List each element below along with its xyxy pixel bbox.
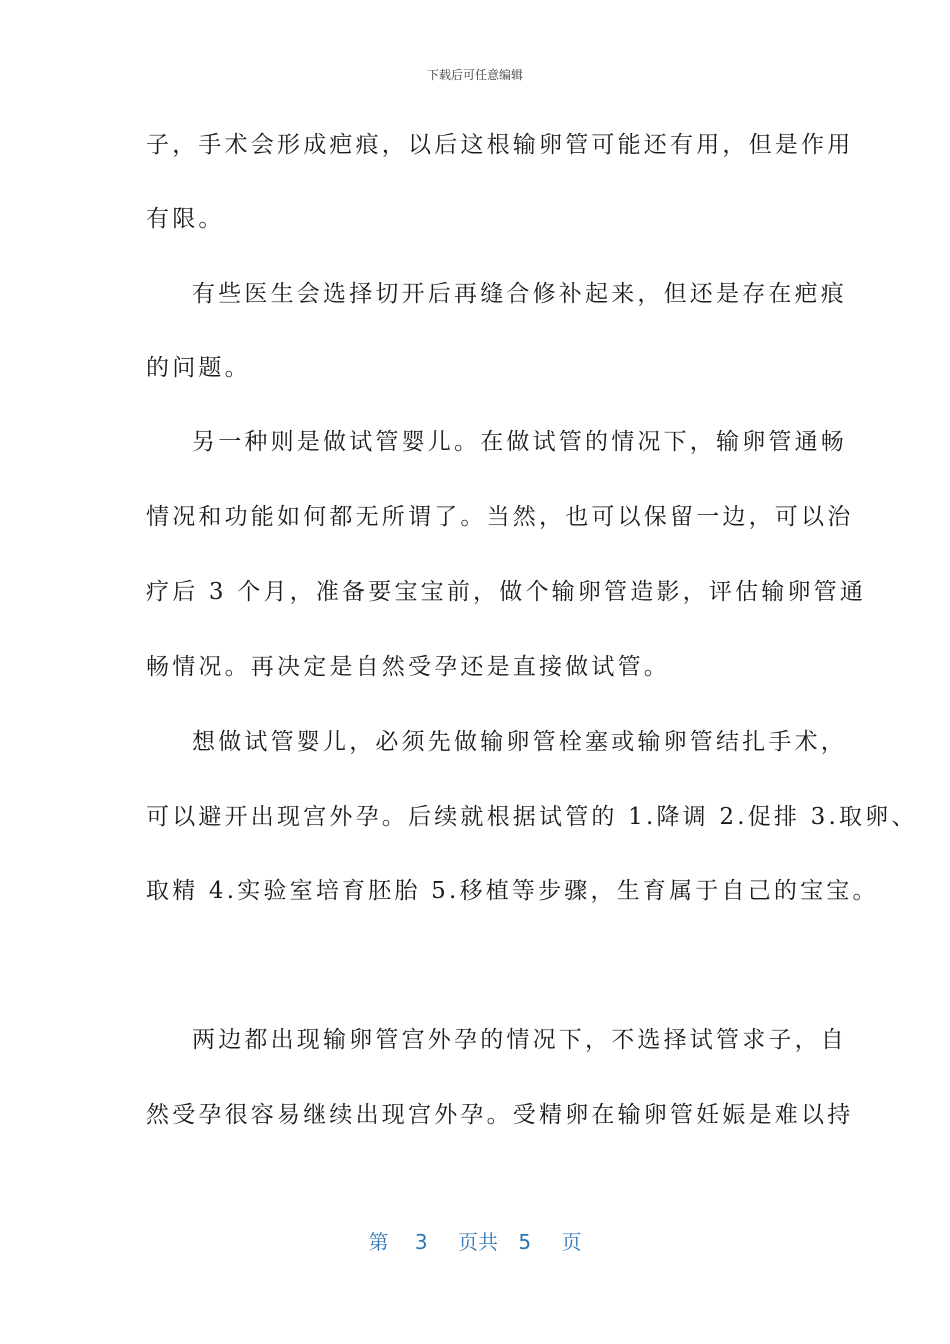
footer-current-page: 3: [414, 1230, 428, 1254]
page-header: 下载后可任意编辑: [426, 68, 523, 82]
footer-page-label: 第: [368, 1230, 389, 1254]
body-line-8: 畅情况。再决定是自然受孕还是直接做试管。: [146, 654, 670, 680]
body-line-1: 子，手术会形成疤痕，以后这根输卵管可能还有用，但是作用: [146, 132, 854, 158]
body-line-13: 然受孕很容易继续出现宫外孕。受精卵在输卵管妊娠是难以持: [146, 1102, 854, 1128]
page-footer: [0, 1226, 950, 1255]
body-line-10: 可以避开出现宫外孕。后续就根据试管的 1.降调 2.促排 3.取卵、: [146, 804, 918, 830]
body-line-5: 另一种则是做试管婴儿。在做试管的情况下，输卵管通畅: [192, 429, 847, 455]
body-line-6: 情况和功能如何都无所谓了。当然，也可以保留一边，可以治: [146, 504, 854, 530]
body-line-7: 疗后 3 个月，准备要宝宝前，做个输卵管造影，评估输卵管通: [146, 579, 867, 605]
body-line-3: 有些医生会选择切开后再缝合修补起来，但还是存在疤痕: [192, 281, 847, 307]
footer-total-label: 页共: [458, 1230, 498, 1254]
body-line-9: 想做试管婴儿，必须先做输卵管栓塞或输卵管结扎手术，: [192, 729, 847, 755]
body-line-12: 两边都出现输卵管宫外孕的情况下，不选择试管求子，自: [192, 1027, 847, 1053]
body-line-11: 取精 4.实验室培育胚胎 5.移植等步骤，生育属于自己的宝宝。: [146, 878, 879, 904]
body-line-4: 的问题。: [146, 355, 251, 381]
body-line-2: 有限。: [146, 206, 225, 232]
footer-total-pages: 5: [518, 1230, 532, 1254]
footer-page-suffix: 页: [561, 1230, 582, 1254]
